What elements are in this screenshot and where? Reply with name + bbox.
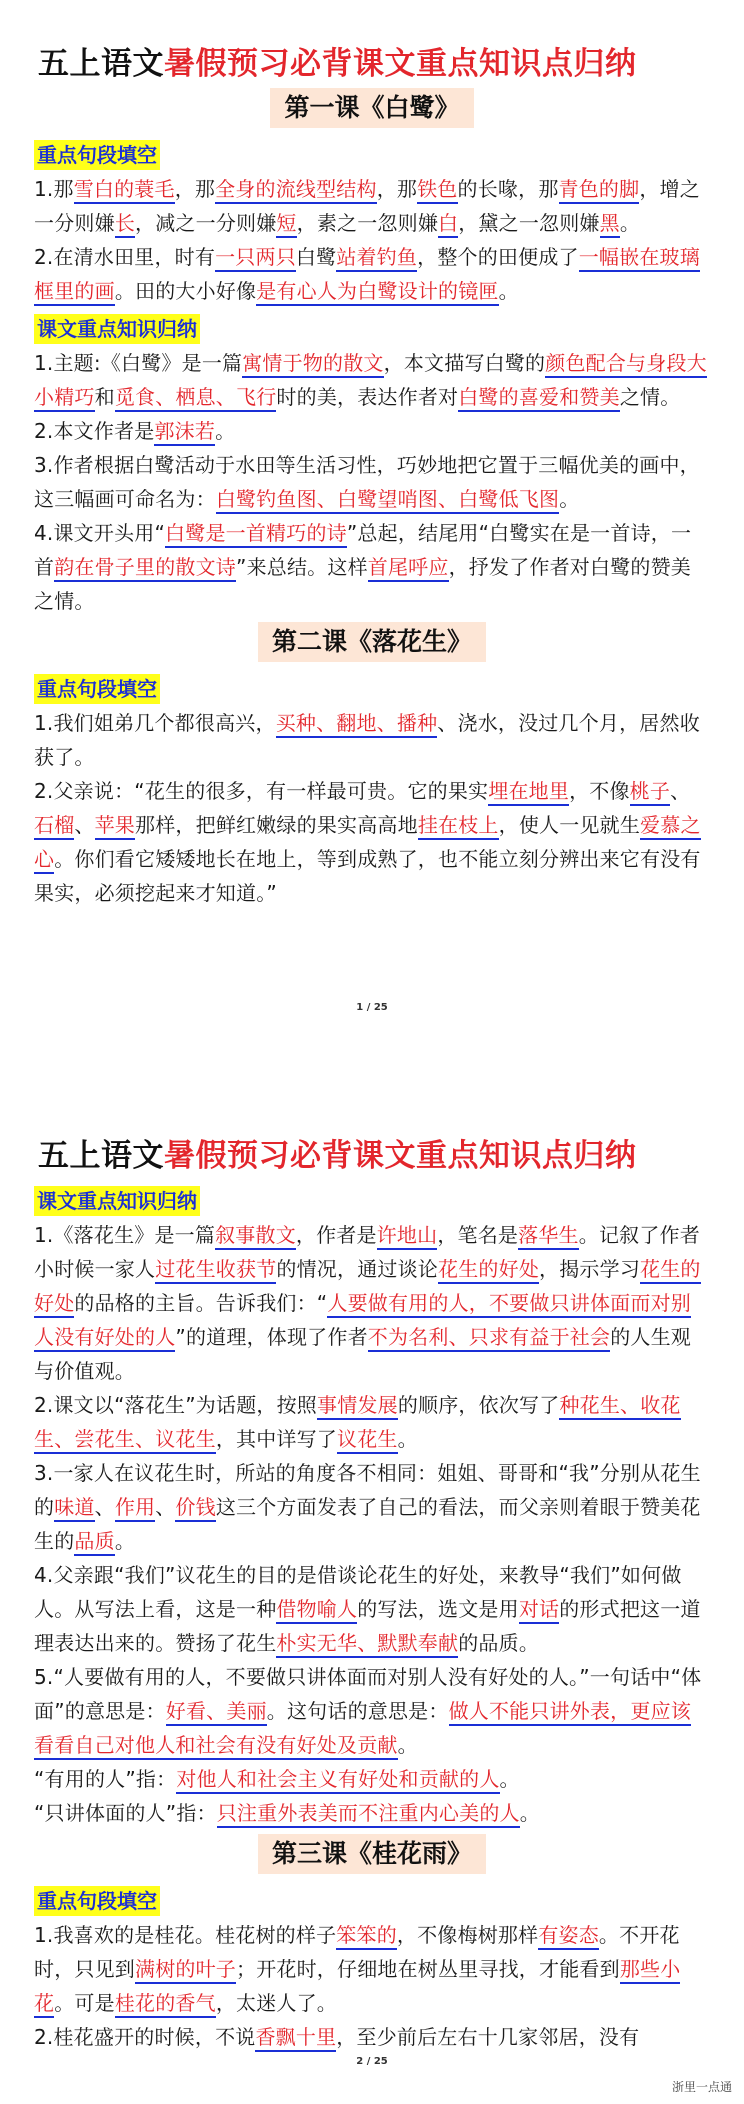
fill-answer: 寓情于物的散文 <box>242 351 383 378</box>
fill-answer: 桂花的香气 <box>115 1991 216 2018</box>
fill-answer: 借物喻人 <box>276 1597 357 1624</box>
fill-answer: 颜色配合与身段大小精巧 <box>34 351 707 412</box>
fill-answer: 郭沫若 <box>154 419 215 446</box>
fill-answer: 长 <box>115 211 135 238</box>
fill-answer: 作用 <box>115 1495 155 1522</box>
title-black: 五上语文 <box>38 46 164 82</box>
text-run: 、 <box>94 1495 115 1519</box>
fill-answer: 议花生 <box>337 1427 398 1454</box>
paragraph <box>34 774 710 910</box>
text-run: 、 <box>155 1495 176 1519</box>
fill-answer: 种花生、收花生、尝花生、议花生 <box>34 1393 681 1454</box>
text-run: 3.一家人在议花生时，所站的角度各不相同：姐姐、哥哥和“我”分别从花生的 <box>34 1461 701 1519</box>
text-run: 1.那 <box>34 177 74 201</box>
fill-answer: 一只两只 <box>215 245 296 272</box>
lesson-3-heading: 第三课《桂花雨》 <box>258 1834 486 1874</box>
text-run: 4.课文开头用“ <box>34 521 166 545</box>
fill-answer: 买种、翻地、播种 <box>276 711 438 738</box>
text-run: 的品格的主旨。告诉我们：“ <box>74 1291 328 1315</box>
fill-answer: 事情发展 <box>317 1393 398 1420</box>
fill-answer: 爱慕之心 <box>34 813 701 874</box>
fill-answer: 好看、美丽 <box>166 1699 267 1726</box>
fill-answer: 人要做有用的人，不要做只讲体面而对别人没有好处的人 <box>34 1291 691 1352</box>
fill-in-tag: 重点句段填空 <box>34 140 160 170</box>
page-number: 1 / 25 <box>356 1002 388 1013</box>
text-run: ”的道理，体现了作者 <box>175 1325 368 1349</box>
text-run: 。 <box>498 279 519 303</box>
text-run: 2.课文以“落花生”为话题，按照 <box>34 1393 318 1417</box>
fill-answer: 不为名利、只求有益于社会 <box>368 1325 610 1352</box>
text-run: 。 <box>519 1801 540 1825</box>
paragraph <box>34 1918 710 2020</box>
paragraph <box>34 1388 710 1456</box>
text-run: 时的美，表达作者对 <box>276 385 459 409</box>
text-run: 。不开花时，只见到 <box>34 1923 680 1981</box>
fill-answer: 苹果 <box>95 813 135 840</box>
fill-in-tag: 重点句段填空 <box>34 1886 160 1916</box>
text-run: ；开花时，仔细地在树丛里寻找，才能看到 <box>236 1957 620 1981</box>
knowledge-tag: 课文重点知识归纳 <box>34 1186 200 1216</box>
text-run: ，其中详写了 <box>215 1427 338 1451</box>
text-run: 之情。 <box>619 385 681 409</box>
text-run: 、浇水，没过几个月，居然收获了。 <box>34 711 700 769</box>
fill-in-tag: 重点句段填空 <box>34 674 160 704</box>
paragraph <box>34 516 710 618</box>
paragraph <box>34 346 710 414</box>
document-title <box>38 1136 710 1176</box>
text-run: 。你们看它矮矮地长在地上，等到成熟了，也不能立刻分辨出来它有没有果实，必须挖起来才知道。” <box>34 847 701 905</box>
text-run: 的形式把这一道理表达出来的。赞扬了花生 <box>34 1597 701 1655</box>
text-run: ，揭示学习 <box>539 1257 641 1281</box>
fill-answer: 那些小花 <box>34 1957 680 2018</box>
knowledge-tag: 课文重点知识归纳 <box>34 314 200 344</box>
text-run: 4.父亲跟“我们”议花生的目的是借谈论花生的好处，来教导“我们”如何做人。从写法上看，这是一种 <box>34 1563 682 1621</box>
text-run: 。田的大小好像 <box>114 279 257 303</box>
paragraph <box>34 1796 710 1830</box>
fill-answer: 叙事散文 <box>215 1223 296 1250</box>
fill-answer: 站着钓鱼 <box>336 245 417 272</box>
fill-answer: 满树的叶子 <box>135 1957 236 1984</box>
fill-answer: 挂在枝上 <box>418 813 499 840</box>
text-run: 5.“人要做有用的人，不要做只讲体面而对别人没有好处的人。”一句话中“体面”的意思是： <box>34 1665 702 1723</box>
paragraph <box>34 1456 710 1558</box>
paragraph <box>34 448 710 516</box>
fill-answer: 一幅嵌在玻璃框里的画 <box>34 245 700 306</box>
fill-answer: 许地山 <box>377 1223 438 1250</box>
fill-answer: 只注重外表美而不注重内心美的人 <box>217 1801 520 1828</box>
text-run: ，减之一分则嫌 <box>135 211 277 235</box>
text-run: 这三个方面发表了自己的看法，而父亲则着眼于赞美花生的 <box>34 1495 701 1553</box>
paragraph <box>34 2020 710 2054</box>
text-run: ，抒发了作者对白鹭的赞美之情。 <box>34 555 691 613</box>
text-run: 。 <box>499 1767 520 1791</box>
paragraph <box>34 172 710 240</box>
fill-answer: 朴实无华、默默奉献 <box>276 1631 458 1658</box>
text-run: 1.《落花生》是一篇 <box>34 1223 216 1247</box>
fill-answer: 全身的流线型结构 <box>215 177 377 204</box>
paragraph <box>34 240 710 308</box>
text-run: 的顺序，依次写了 <box>397 1393 560 1417</box>
text-run: 1.我喜欢的是桂花。桂花树的样子 <box>34 1923 337 1947</box>
text-run: 。 <box>114 1529 136 1553</box>
text-run: ，至少前后左右十几家邻居，没有 <box>336 2025 640 2049</box>
text-run: 的人生观与价值观。 <box>34 1325 691 1383</box>
text-run: ，不像 <box>569 779 630 803</box>
fill-answer: 味道 <box>54 1495 94 1522</box>
fill-answer: 有姿态 <box>538 1923 599 1950</box>
title-red: 暑假预习必背课文重点知识点归纳 <box>164 1138 637 1174</box>
text-run: ，整个的田便成了 <box>417 245 579 269</box>
fill-answer: 香飘十里 <box>255 2025 336 2052</box>
text-run: 1.我们姐弟几个都很高兴， <box>34 711 276 735</box>
fill-answer: 价钱 <box>175 1495 215 1522</box>
text-run: 。 <box>397 1427 418 1451</box>
text-run: ，本文描写白鹭的 <box>383 351 546 375</box>
fill-answer: 对他人和社会主义有好处和贡献的人 <box>176 1767 499 1794</box>
fill-answer: 短 <box>276 211 296 238</box>
text-run: 。 <box>619 211 641 235</box>
fill-answer: 白鹭的喜爱和赞美 <box>458 385 620 412</box>
document-title <box>38 44 710 84</box>
text-run: ，黛之一忽则嫌 <box>458 211 600 235</box>
text-run: 的情况，通过谈论 <box>276 1257 439 1281</box>
fill-answer: 首尾呼应 <box>368 555 449 582</box>
text-run: 那样，把鲜红嫩绿的果实高高地 <box>135 813 418 837</box>
fill-answer: 铁色 <box>417 177 457 204</box>
text-run: 。记叙了作者小时候一家人 <box>34 1223 700 1281</box>
fill-answer: 桃子 <box>630 779 670 806</box>
title-red: 暑假预习必背课文重点知识点归纳 <box>164 46 637 82</box>
text-run: 、 <box>670 779 691 803</box>
watermark: 浙里一点通 <box>671 2080 732 2094</box>
text-run: ，不像梅树那样 <box>396 1923 539 1947</box>
paragraph <box>34 414 710 448</box>
text-run: 。可是 <box>54 1991 115 2015</box>
paragraph <box>34 1558 710 1660</box>
text-run: 2.在清水田里，时有 <box>34 245 216 269</box>
fill-answer: 白 <box>438 211 458 238</box>
text-run: 的品质。 <box>458 1631 540 1655</box>
fill-answer: 觅食、栖息、飞行 <box>115 385 277 412</box>
fill-answer: 是有心人为白鹭设计的镜匣 <box>256 279 498 306</box>
text-run: 和 <box>94 385 115 409</box>
text-run: ，那 <box>376 177 418 201</box>
page-2 <box>0 1090 744 2104</box>
fill-answer: 做人不能只讲外表，更应该看看自己对他人和社会有没有好处及贡献 <box>34 1699 691 1760</box>
text-run: 。这句话的意思是： <box>266 1699 449 1723</box>
text-run: ，太迷人了。 <box>215 1991 338 2015</box>
text-run: ，素之一忽则嫌 <box>296 211 439 235</box>
fill-answer: 青色的脚 <box>559 177 640 204</box>
fill-answer: 韵在骨子里的散文诗 <box>54 555 236 582</box>
paragraph <box>34 1660 710 1762</box>
text-run: ，使人一见就生 <box>498 813 641 837</box>
text-run: 的写法，选文是用 <box>357 1597 519 1621</box>
text-run: 1.主题:《白鹭》是一篇 <box>34 351 243 375</box>
paragraph <box>34 706 710 774</box>
lesson-2-heading: 第二课《落花生》 <box>258 622 486 662</box>
fill-answer: 白鹭是一首精巧的诗 <box>165 521 347 548</box>
fill-answer: 白鹭钓鱼图、白鹭望哨图、白鹭低飞图 <box>216 487 559 514</box>
fill-answer: 落华生 <box>518 1223 579 1250</box>
text-run: ”总起，结尾用“白鹭实在是一首诗，一首 <box>34 521 692 579</box>
paragraph <box>34 1218 710 1388</box>
text-run: 。 <box>215 419 236 443</box>
fill-answer: 过花生收获节 <box>155 1257 276 1284</box>
fill-answer: 花生的好处 <box>34 1257 701 1318</box>
title-black: 五上语文 <box>38 1138 164 1174</box>
text-run: 3.作者根据白鹭活动于水田等生活习性，巧妙地把它置于三幅优美的画中，这三幅画可命名为： <box>34 453 700 511</box>
text-run: ，作者是 <box>295 1223 377 1247</box>
fill-answer: 对话 <box>519 1597 559 1624</box>
text-run: 2.桂花盛开的时候，不说 <box>34 2025 256 2049</box>
paragraph <box>34 1762 710 1796</box>
page-number: 2 / 25 <box>356 2056 388 2067</box>
text-run: ，增之一分则嫌 <box>34 177 700 235</box>
fill-answer: 品质 <box>74 1529 114 1556</box>
fill-answer: 石榴 <box>34 813 74 840</box>
text-run: 2.本文作者是 <box>34 419 155 443</box>
fill-answer: 笨笨的 <box>336 1923 397 1950</box>
fill-answer: 埋在地里 <box>488 779 569 806</box>
text-run: 。 <box>397 1733 418 1757</box>
fill-answer: 花生的好处 <box>438 1257 539 1284</box>
fill-answer: 雪白的蓑毛 <box>74 177 175 204</box>
text-run: ，那 <box>174 177 216 201</box>
text-run: ，笔名是 <box>437 1223 519 1247</box>
text-run: ”来总结。这样 <box>236 555 368 579</box>
text-run: 白鹭 <box>295 245 337 269</box>
text-run: “只讲体面的人”指： <box>34 1801 217 1825</box>
text-run: “有用的人”指： <box>34 1767 177 1791</box>
fill-answer: 黑 <box>600 211 620 238</box>
lesson-1-heading: 第一课《白鹭》 <box>270 88 473 128</box>
text-run: 2.父亲说：“花生的很多，有一样最可贵。它的果实 <box>34 779 489 803</box>
text-run: 。 <box>559 487 580 511</box>
text-run: 、 <box>74 813 95 837</box>
text-run: 的长喙，那 <box>457 177 559 201</box>
